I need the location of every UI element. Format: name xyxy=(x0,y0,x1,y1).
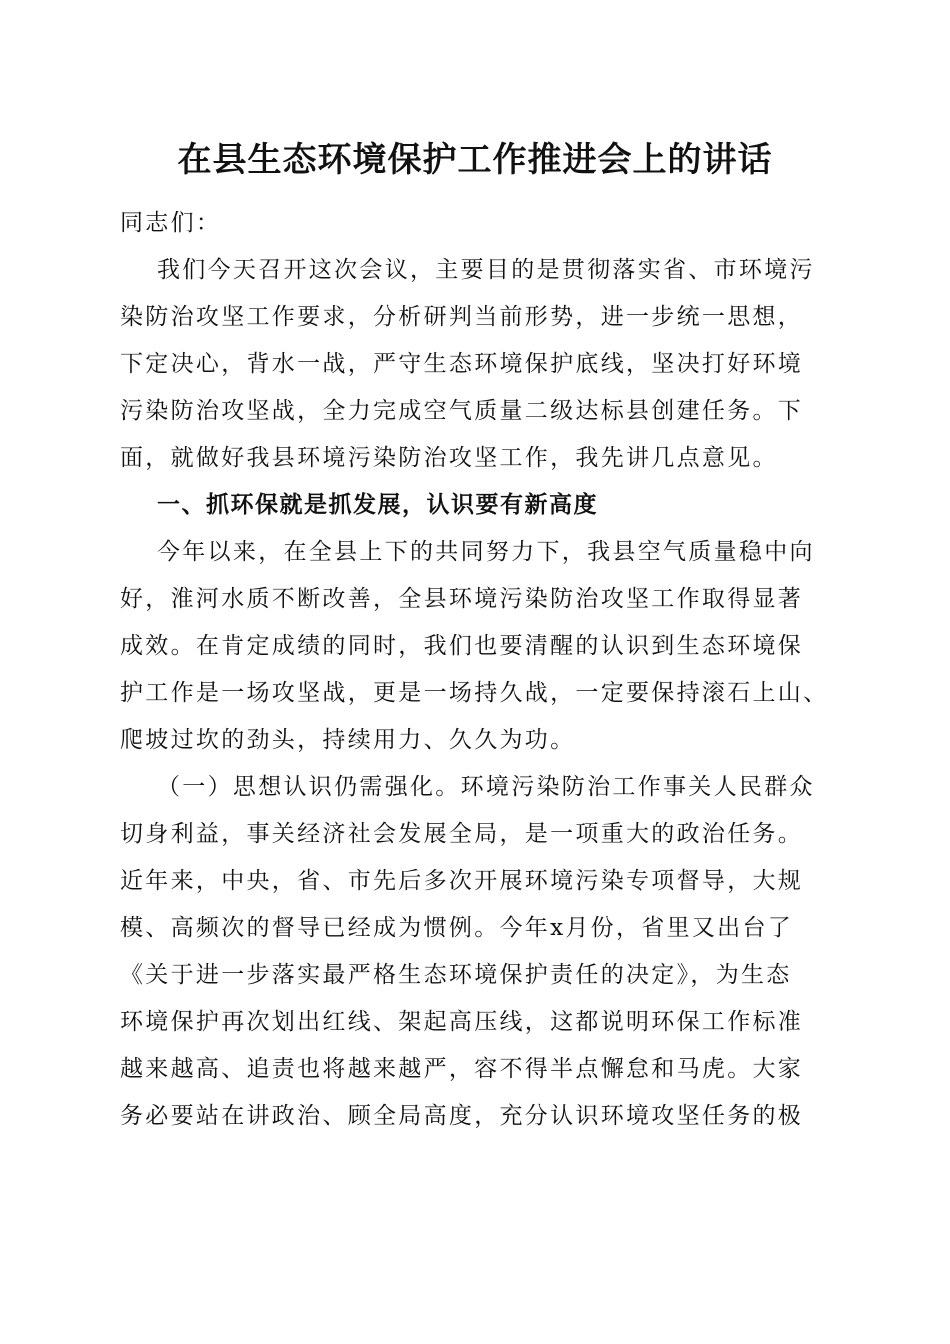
paragraph-line: 污染防治攻坚战，全力完成空气质量二级达标县创建任务。下 xyxy=(120,398,804,424)
paragraph-line: 近年来，中央，省、市先后多次开展环境污染专项督导，大规 xyxy=(120,868,804,894)
paragraph-line: 下定决心，背水一战，严守生态环境保护底线，坚决打好环境 xyxy=(120,351,804,377)
paragraph-line: 护工作是一场攻坚战，更是一场持久战，一定要保持滚石上山、 xyxy=(120,680,829,706)
paragraph-line: 越来越高、追责也将越来越严，容不得半点懈怠和马虎。大家 xyxy=(120,1056,804,1082)
paragraph-line: 《关于进一步落实最严格生态环境保护责任的决定》，为生态 xyxy=(120,962,792,988)
paragraph-line: 模、高频次的督导已经成为惯例。今年x月份，省里又出台了 xyxy=(120,915,794,941)
document-title: 在县生态环境保护工作推进会上的讲话 xyxy=(177,140,773,180)
paragraph-line: 环境保护再次划出红线、架起高压线，这都说明环保工作标准 xyxy=(120,1009,804,1035)
paragraph-line: 今年以来，在全县上下的共同努力下，我县空气质量稳中向 xyxy=(157,539,815,565)
document-body xyxy=(120,200,840,1140)
subsection-first-line xyxy=(120,764,840,811)
subsection-text: 环境污染防治工作事关人民群众 xyxy=(460,774,815,800)
paragraph-line: 务必要站在讲政治、顾全局高度，充分认识环境攻坚任务的极 xyxy=(120,1103,804,1129)
paragraph-line: 切身利益，事关经济社会发展全局，是一项重大的政治任务。 xyxy=(120,821,804,847)
paragraph-line: 面，就做好我县环境污染防治攻坚工作，我先讲几点意见。 xyxy=(120,445,778,471)
paragraph-line: 染防治攻坚工作要求，分析研判当前形势，进一步统一思想， xyxy=(120,304,804,330)
subsection-title: （一）思想认识仍需强化。 xyxy=(157,774,461,800)
paragraph-line: 我们今天召开这次会议，主要目的是贯彻落实省、市环境污 xyxy=(157,257,815,283)
paragraph-line: 好，淮河水质不断改善，全县环境污染防治攻坚工作取得显著 xyxy=(120,586,804,612)
paragraph-line: 成效。在肯定成绩的同时，我们也要清醒的认识到生态环境保 xyxy=(120,633,804,659)
section-heading: 一、抓环保就是抓发展，认识要有新高度 xyxy=(157,492,598,518)
salutation: 同志们： xyxy=(120,210,222,236)
paragraph-line: 爬坡过坎的劲头，持续用力、久久为功。 xyxy=(120,727,576,753)
